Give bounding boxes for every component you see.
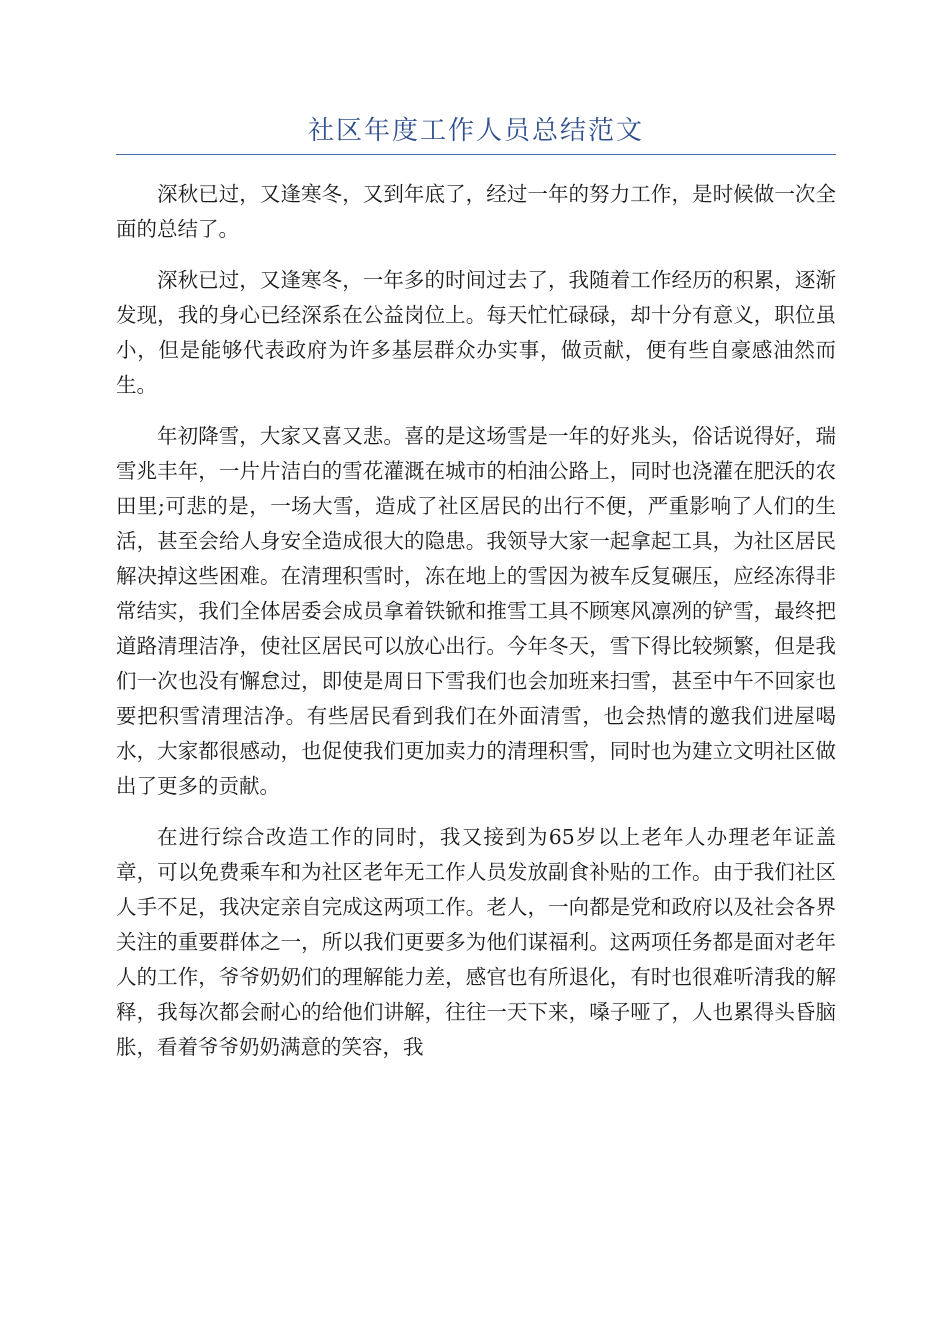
paragraph: 年初降雪，大家又喜又悲。喜的是这场雪是一年的好兆头，俗话说得好，瑞雪兆丰年，一片片洁白的雪花灌溉在城市的柏油公路上，同时也浇灌在肥沃的农田里;可悲的是，一场大雪，造成了社区居民的出行不便，严重影响了人们的生活，甚至会给人身安全造成很大的隐患。我领导大家一起拿起工具，为社区居民解决掉这些困难。在清理积雪时，冻在地上的雪因为被车反复碾压，应经冻得非常结实，我们全体居委会成员拿着铁锨和推雪工具不顾寒风凛冽的铲雪，最终把道路清理洁净，使社区居民可以放心出行。今年冬天，雪下得比较频繁，但是我们一次也没有懈怠过，即使是周日下雪我们也会加班来扫雪，甚至中午不回家也要把积雪清理洁净。有些居民看到我们在外面清雪，也会热情的邀我们进屋喝水，大家都很感动，也促使我们更加卖力的清理积雪，同时也为建立文明社区做出了更多的贡献。 (116, 424, 836, 798)
paragraph: 在进行综合改造工作的同时，我又接到为65岁以上老年人办理老年证盖章，可以免费乘车和为社区老年无工作人员发放副食补贴的工作。由于我们社区人手不足，我决定亲自完成这两项工作。老人，一向都是党和政府以及社会各界关注的重要群体之一，所以我们更要多为他们谋福利。这两项任务都是面对老年人的工作，爷爷奶奶们的理解能力差，感官也有所退化，有时也很难听清我的解释，我每次都会耐心的给他们讲解，往往一天下来，嗓子哑了，人也累得头昏脑胀，看着爷爷奶奶满意的笑容，我 (116, 825, 836, 1059)
paragraph: 深秋已过，又逢寒冬，又到年底了，经过一年的努力工作，是时候做一次全面的总结了。 (116, 182, 836, 241)
paragraph: 深秋已过，又逢寒冬，一年多的时间过去了，我随着工作经历的积累，逐渐发现，我的身心已经深系在公益岗位上。每天忙忙碌碌，却十分有意义，职位虽小，但是能够代表政府为许多基层群众办实事，做贡献，便有些自豪感油然而生。 (116, 268, 836, 397)
document-page (116, 112, 836, 1081)
document-title: 社区年度工作人员总结范文 (116, 112, 836, 155)
document-body (116, 177, 836, 1065)
